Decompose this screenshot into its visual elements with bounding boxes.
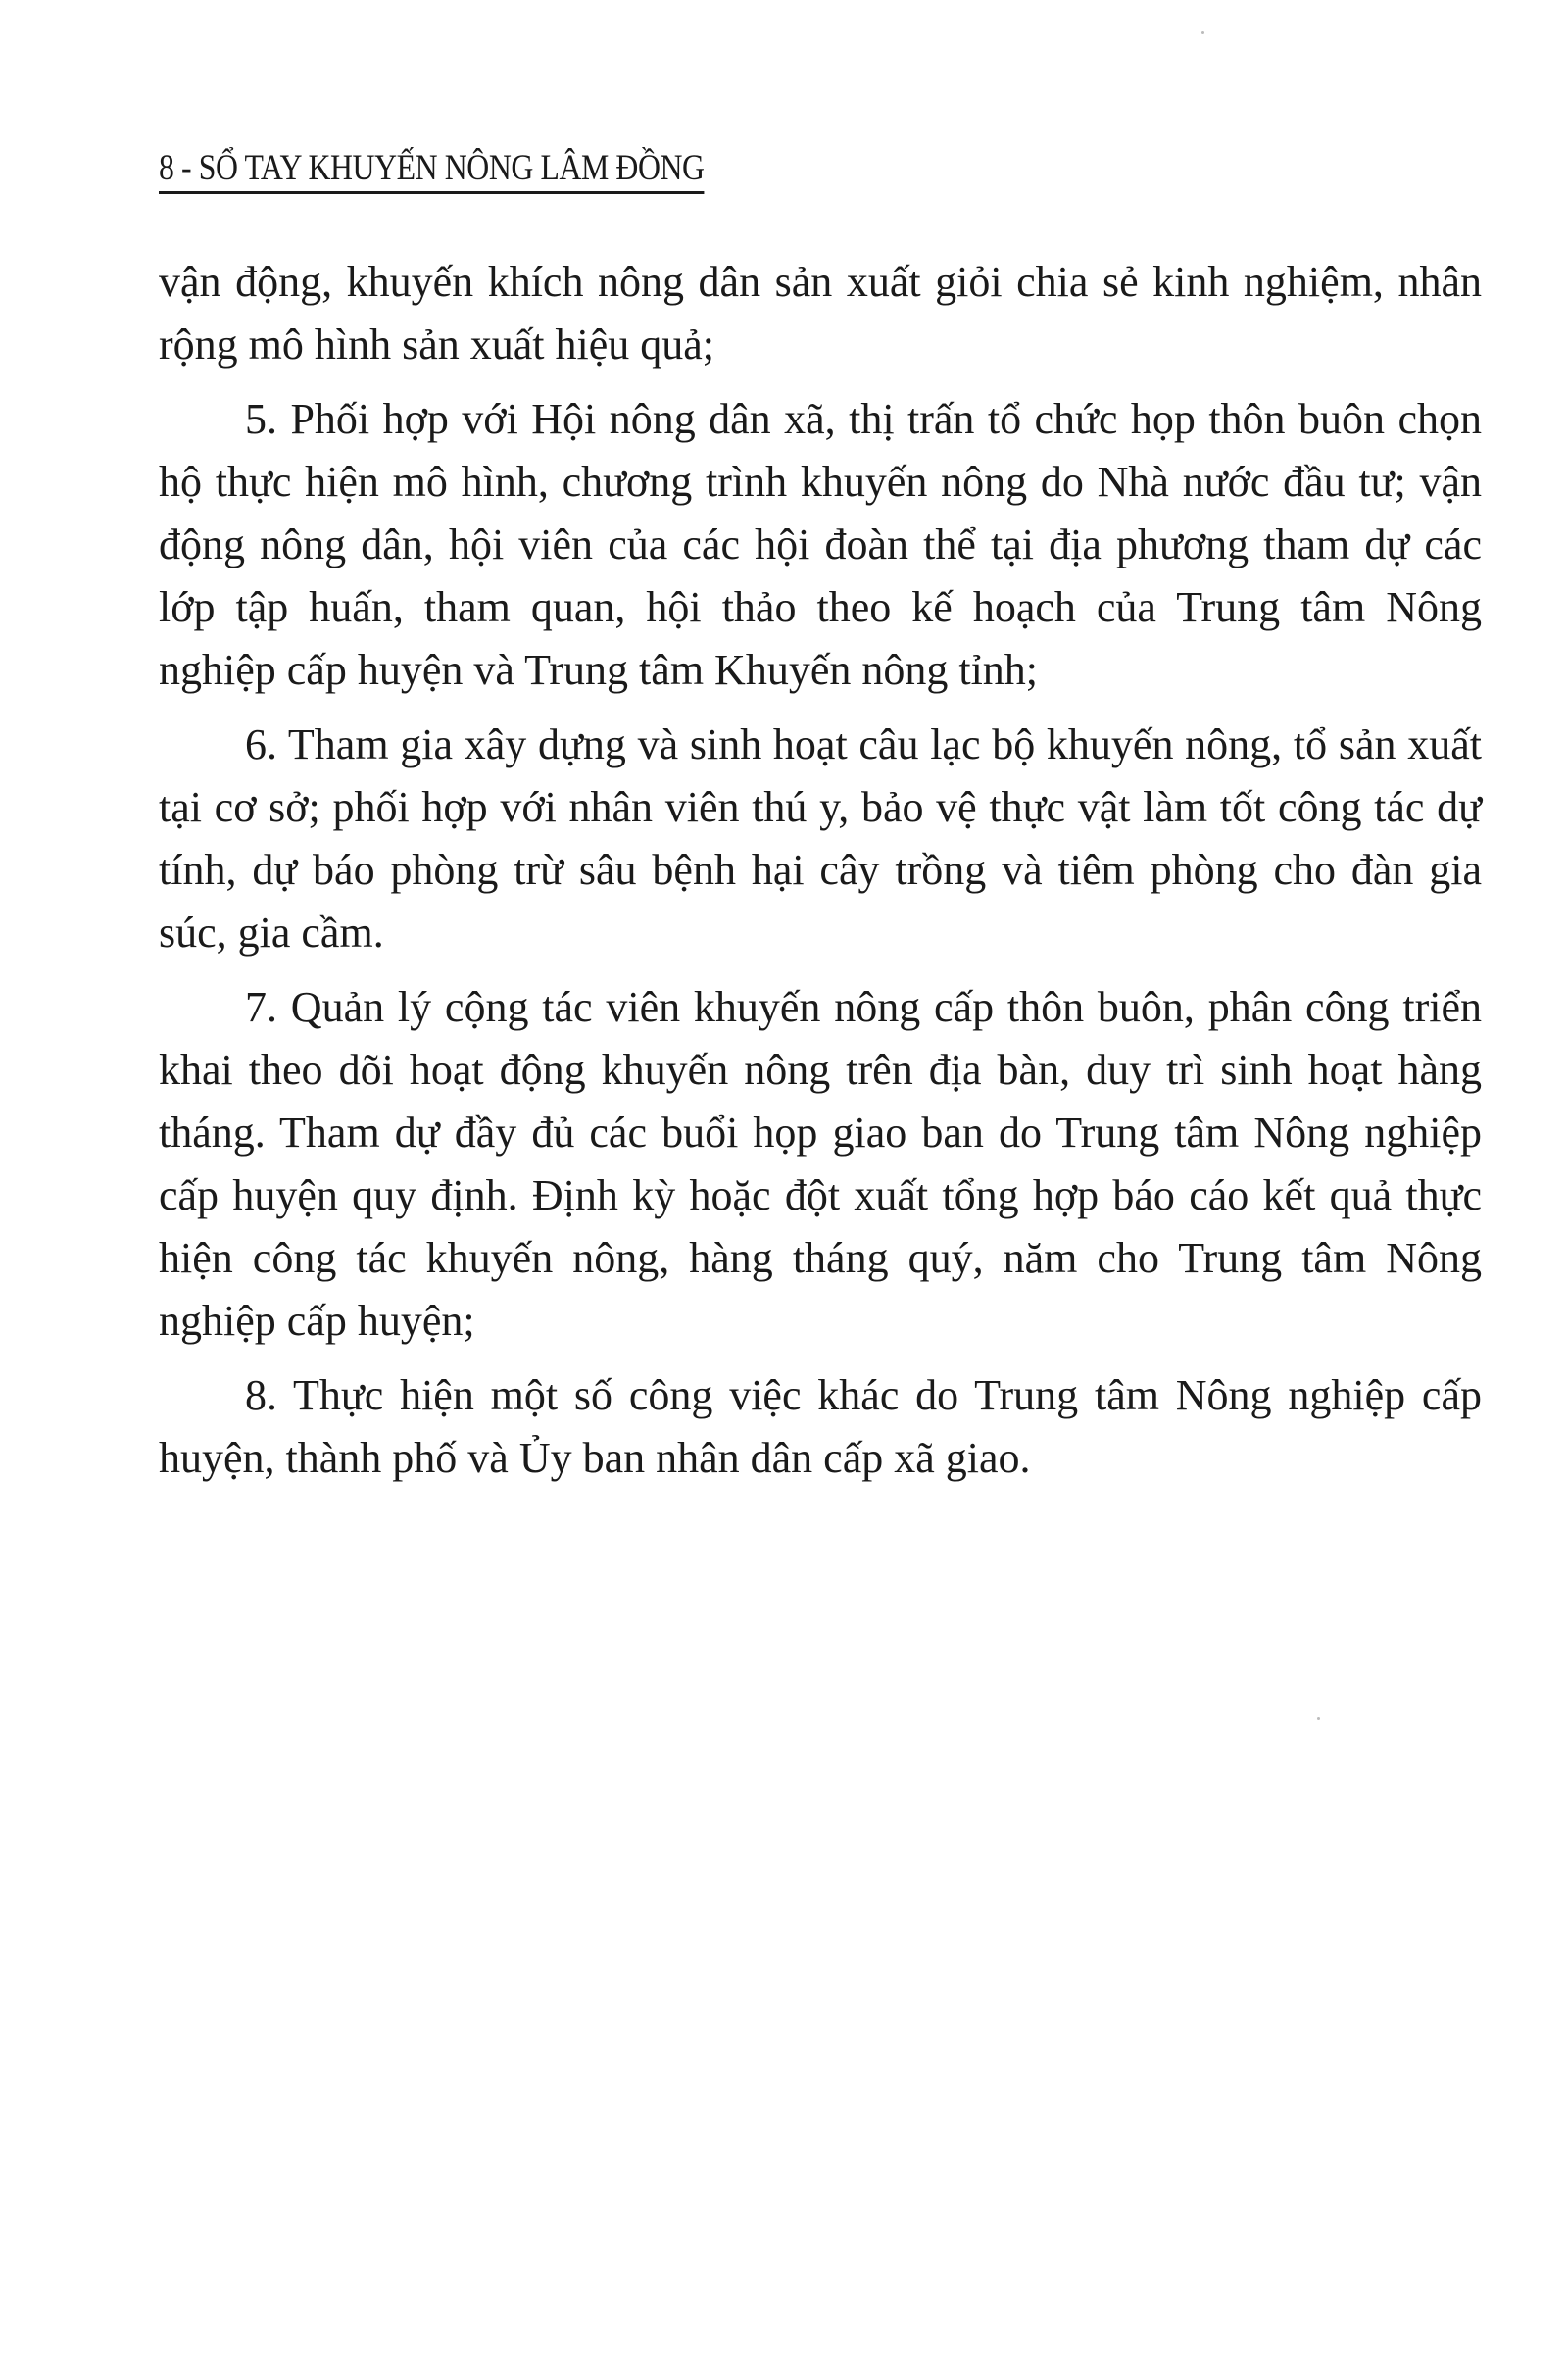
paragraph-item-5: 5. Phối hợp với Hội nông dân xã, thị trấn tổ chức họp thôn buôn chọn hộ thực hiện mô hình, chương trình khuyến nông do Nhà nước đầu tư; vận động nông dân, hội viên của các hội đoàn thể tại địa phương tham dự các lớp tập huấn, tham quan, hội thảo theo kế hoạch của Trung tâm Nông nghiệp cấp huyện và Trung tâm Khuyến nông tỉnh;	[159, 395, 1482, 694]
paragraph-item-8: 8. Thực hiện một số công việc khác do Trung tâm Nông nghiệp cấp huyện, thành phố và Ủy ban nhân dân cấp xã giao.	[159, 1371, 1482, 1482]
paragraph-continuation: vận động, khuyến khích nông dân sản xuất giỏi chia sẻ kinh nghiệm, nhân rộng mô hình sản xuất hiệu quả;	[159, 258, 1482, 369]
paragraph-item-7: 7. Quản lý cộng tác viên khuyến nông cấp thôn buôn, phân công triển khai theo dõi hoạt động khuyến nông trên địa bàn, duy trì sinh hoạt hàng tháng. Tham dự đầy đủ các buổi họp giao ban do Trung tâm Nông nghiệp cấp huyện quy định. Định kỳ hoặc đột xuất tổng hợp báo cáo kết quả thực hiện công tác khuyến nông, hàng tháng quý, năm cho Trung tâm Nông nghiệp cấp huyện;	[159, 983, 1482, 1345]
paragraph-item-6: 6. Tham gia xây dựng và sinh hoạt câu lạc bộ khuyến nông, tổ sản xuất tại cơ sở; phối hợp với nhân viên thú y, bảo vệ thực vật làm tốt công tác dự tính, dự báo phòng trừ sâu bệnh hại cây trồng và tiêm phòng cho đàn gia súc, gia cầm.	[159, 720, 1482, 957]
scan-speck	[1317, 1717, 1320, 1720]
page-body	[159, 251, 1482, 1502]
scan-speck	[1201, 31, 1204, 34]
running-header: 8 - SỔ TAY KHUYẾN NÔNG LÂM ĐỒNG	[159, 147, 705, 194]
